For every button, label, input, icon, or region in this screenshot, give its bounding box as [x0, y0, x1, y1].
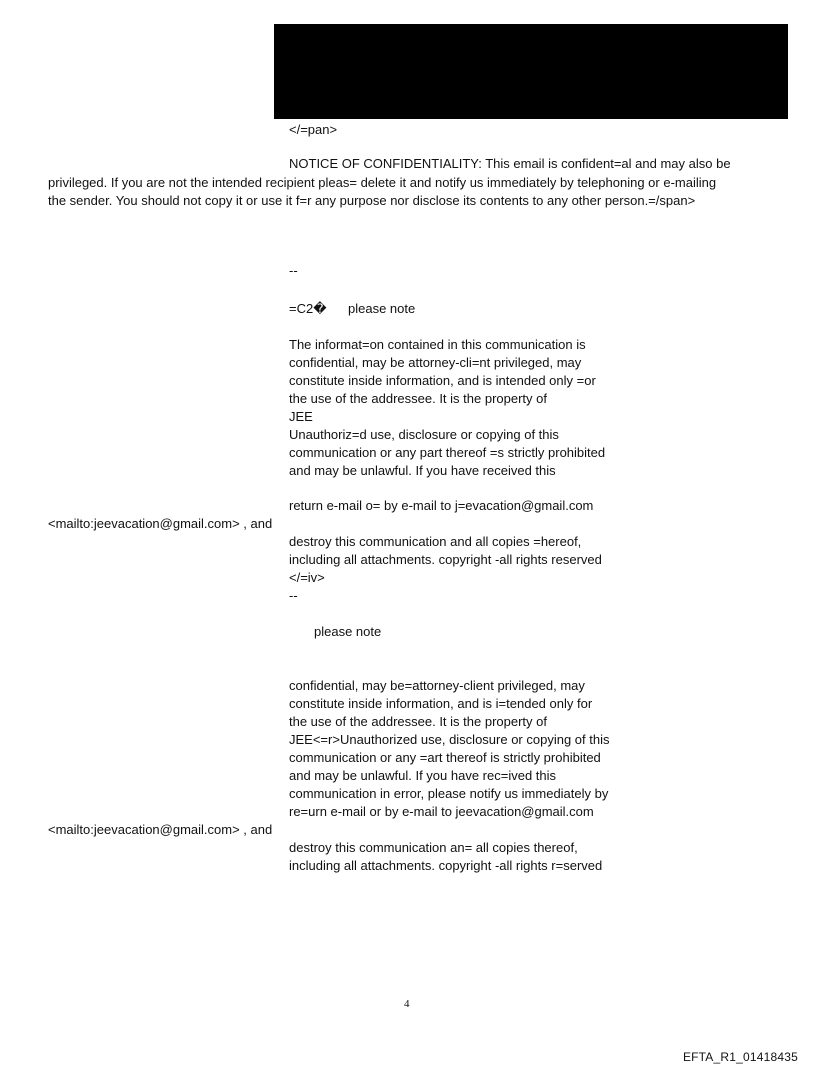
c2-marker: =C2� — [289, 301, 327, 317]
para2-line: constitute inside information, and is i=tended only for — [289, 696, 593, 711]
para1-line: Unauthoriz=d use, disclosure or copying of this — [289, 427, 559, 442]
span-close-tag: </=pan> — [289, 122, 338, 137]
para2-tail-line: destroy this communication an= all copies thereof, — [289, 840, 578, 855]
para2-line: confidential, may be=attorney-client privileged, may — [289, 678, 585, 693]
para2-line: and may be unlawful. If you have rec=ived this — [289, 768, 557, 783]
paragraph-1-tail — [289, 533, 602, 605]
mailto-link-2[interactable]: <mailto:jeevacation@gmail.com> , and — [48, 822, 273, 837]
para1-tail-line: including all attachments. copyright -all rights reserved — [289, 552, 602, 567]
para2-line: communication in error, please notify us immediately by — [289, 786, 609, 801]
para1-tail-line: -- — [289, 588, 298, 603]
mailto-link-1[interactable]: <mailto:jeevacation@gmail.com> , and — [48, 516, 273, 531]
para2-line: communication or any =art thereof is strictly prohibited — [289, 750, 601, 765]
notice-line-3: the sender. You should not copy it or use it f=r any purpose nor disclose its contents to any other person.=/span> — [48, 193, 696, 208]
notice-line-1: NOTICE OF CONFIDENTIALITY: This email is confident=al and may also be — [289, 156, 731, 171]
para1-line: and may be unlawful. If you have received this — [289, 463, 556, 478]
redaction-box — [274, 24, 788, 119]
please-note-2: please note — [314, 624, 382, 639]
paragraph-2-tail — [289, 839, 602, 875]
separator-1: -- — [289, 263, 298, 278]
confidentiality-paragraph-2 — [289, 677, 609, 821]
document-id: EFTA_R1_01418435 — [682, 1050, 798, 1064]
notice-line-2: privileged. If you are not the intended recipient pleas= delete it and notify us immediately by telephoning or e-mailing — [48, 175, 717, 190]
confidentiality-paragraph-1 — [289, 336, 605, 480]
para2-line: re=urn e-mail or by e-mail to jeevacation@gmail.com — [289, 804, 594, 819]
para2-line: JEE<=r>Unauthorized use, disclosure or copying of this — [289, 732, 610, 747]
para1-line: communication or any part thereof =s strictly prohibited — [289, 445, 606, 460]
page-number: 4 — [404, 998, 410, 1010]
para1-tail-line: </=iv> — [289, 570, 325, 585]
return-email-line-1: return e-mail o= by e-mail to j=evacation@gmail.com — [289, 498, 594, 513]
para1-tail-line: destroy this communication and all copies =hereof, — [289, 534, 582, 549]
para1-line: JEE — [289, 409, 313, 424]
para1-line: confidential, may be attorney-cli=nt privileged, may — [289, 355, 582, 370]
para1-line: the use of the addressee. It is the property of — [289, 391, 547, 406]
para2-line: the use of the addressee. It is the property of — [289, 714, 547, 729]
para1-line: The informat=on contained in this communication is — [289, 337, 586, 352]
replacement-glyph-icon: � — [313, 302, 327, 317]
para2-tail-line: including all attachments. copyright -all rights r=served — [289, 858, 603, 873]
please-note-1: please note — [348, 301, 416, 316]
para1-line: constitute inside information, and is intended only =or — [289, 373, 596, 388]
